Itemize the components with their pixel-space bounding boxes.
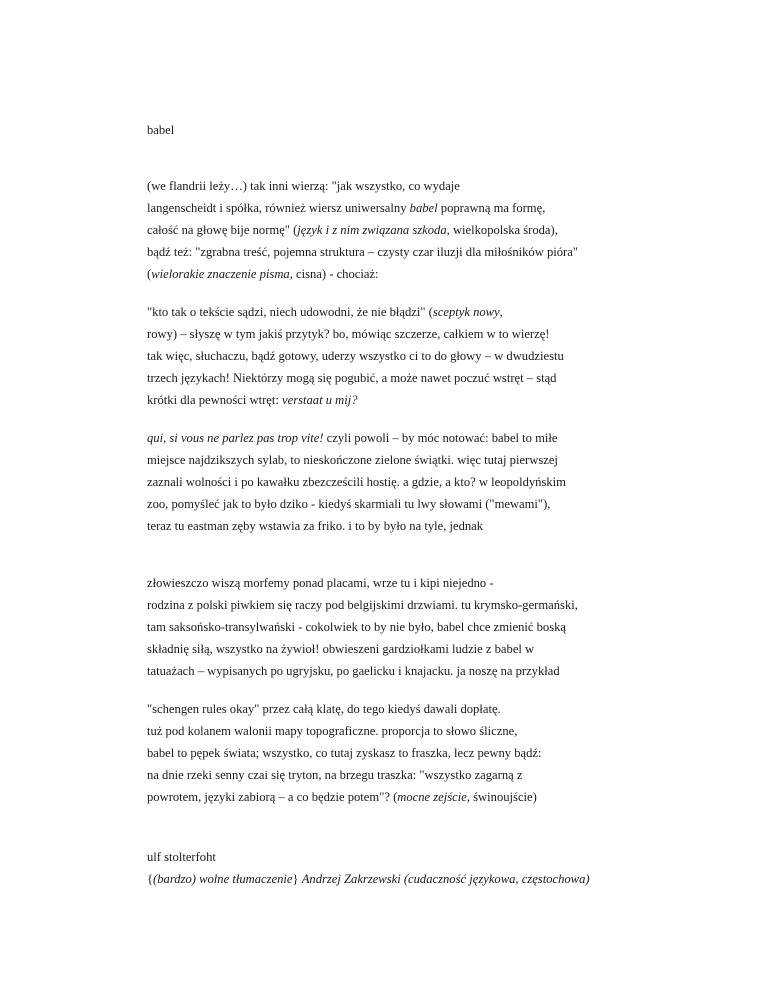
text-run: } xyxy=(292,872,302,886)
text-run: krótki dla pewności wtręt: xyxy=(147,393,283,407)
poem-line xyxy=(147,641,534,657)
poem-line xyxy=(147,452,558,468)
text-run: na dnie rzeki senny czai się tryton, na brzegu traszka: "wszystko zagarną z xyxy=(147,768,523,782)
italic-text: wielorakie znaczenie pisma xyxy=(151,267,290,281)
italic-text: verstaat u mij? xyxy=(282,393,358,407)
italic-text: Andrzej Zakrzewski (cudaczność językowa, częstochowa) xyxy=(301,872,590,886)
text-run: poprawną ma formę, xyxy=(437,201,546,215)
text-run: ( xyxy=(147,267,152,281)
poem-line xyxy=(147,326,550,342)
text-run: , wielkopolska środa), xyxy=(446,223,558,237)
poem-line xyxy=(147,597,578,613)
poem-line xyxy=(147,701,501,717)
text-run: składnię siłą, wszystko na żywioł! obwieszeni gardziołkami ludzie z babel w xyxy=(147,642,535,656)
text-run: bądź też: "zgrabna treść, pojemna struktura – czysty czar iluzji dla miłośników pióra" xyxy=(147,245,578,259)
text-run: "schengen rules okay" przez całą klatę, do tego kiedyś dawali dopłatę. xyxy=(147,702,501,716)
text-run: teraz tu eastman zęby wstawia za friko. i to by było na tyle, jednak xyxy=(147,519,484,533)
poem-line xyxy=(147,575,494,591)
poem-line xyxy=(147,745,541,761)
poem-line xyxy=(147,518,483,534)
text-run: trzech językach! Niektórzy mogą się pogubić, a może nawet poczuć wstręt – stąd xyxy=(147,371,557,385)
translation-credit xyxy=(147,871,590,887)
text-run: tuż pod kolanem walonii mapy topograficzne. proporcja to słowo śliczne, xyxy=(147,724,518,738)
text-run: , xyxy=(499,305,503,319)
poem-line xyxy=(147,244,578,260)
poem-line xyxy=(147,496,550,512)
poem-line xyxy=(147,348,564,364)
text-run: całość na głowę bije normę" ( xyxy=(147,223,298,237)
text-run: { xyxy=(147,872,154,886)
poem-line xyxy=(147,304,503,320)
poem-line xyxy=(147,723,517,739)
italic-text: (bardzo) wolne tłumaczenie xyxy=(153,872,293,886)
poem-line xyxy=(147,789,537,805)
text-run: tatuażach – wypisanych po ugryjsku, po gaelicku i knajacku. ja noszę na przykład xyxy=(147,664,560,678)
text-run: tak więc, słuchaczu, bądź gotowy, uderzy wszystko ci to do głowy – w dwudziestu xyxy=(147,349,564,363)
text-run: , cisna) - chociaż: xyxy=(289,267,379,281)
poem-line xyxy=(147,266,379,282)
text-run: rowy) – słyszę w tym jakiś przytyk? bo, mówiąc szczerze, całkiem w to wierzę! xyxy=(147,327,550,341)
italic-text: babel xyxy=(409,201,438,215)
italic-text: mocne zejście xyxy=(397,790,467,804)
text-run: miejsce najdzikszych sylab, to nieskończone zielone świątki. więc tutaj pierwszej xyxy=(147,453,558,467)
poem-line xyxy=(147,619,566,635)
poem-line xyxy=(147,200,545,216)
poem-title: babel xyxy=(147,123,175,137)
author-name: ulf stolterfoht xyxy=(147,850,216,864)
text-run: (we flandrii leży…) tak inni wierzą: "jak wszystko, co wydaje xyxy=(147,179,460,193)
poem-line xyxy=(147,392,358,408)
poem-line xyxy=(147,767,522,783)
text-run: "kto tak o tekście sądzi, niech udowodni, że nie błądzi" ( xyxy=(147,305,433,319)
poem-line xyxy=(147,430,558,446)
text-run: tam saksońsko-transylwański - cokolwiek to by nie było, babel chce zmienić boską xyxy=(147,620,566,634)
poem-line xyxy=(147,222,558,238)
poem-line xyxy=(147,178,460,194)
text-run: , świnoujście) xyxy=(466,790,537,804)
text-run: powrotem, języki zabiorą – a co będzie potem"? ( xyxy=(147,790,398,804)
poem-line xyxy=(147,663,560,679)
text-run: babel to pępek świata; wszystko, co tutaj zyskasz to fraszka, lecz pewny bądź: xyxy=(147,746,542,760)
text-run: czyli powoli – by móc notować: babel to miłe xyxy=(323,431,558,445)
text-run: zoo, pomyśleć jak to było dziko - kiedyś skarmiali tu lwy słowami ("mewami"), xyxy=(147,497,551,511)
italic-text: qui, si vous ne parlez pas trop vite! xyxy=(147,431,324,445)
italic-text: język i z nim związana szkoda xyxy=(297,223,447,237)
italic-text: sceptyk nowy xyxy=(432,305,500,319)
poem-line xyxy=(147,474,566,490)
text-run: zaznali wolności i po kawałku zbezcześcili hostię. a gdzie, a kto? w leopoldyńskim xyxy=(147,475,566,489)
poem-line xyxy=(147,370,556,386)
text-run: langenscheidt i spółka, również wiersz uniwersalny xyxy=(147,201,410,215)
text-run: złowieszczo wiszą morfemy ponad placami, wrze tu i kipi niejedno - xyxy=(147,576,494,590)
text-run: rodzina z polski piwkiem się raczy pod belgijskimi drzwiami. tu krymsko-germański, xyxy=(147,598,578,612)
